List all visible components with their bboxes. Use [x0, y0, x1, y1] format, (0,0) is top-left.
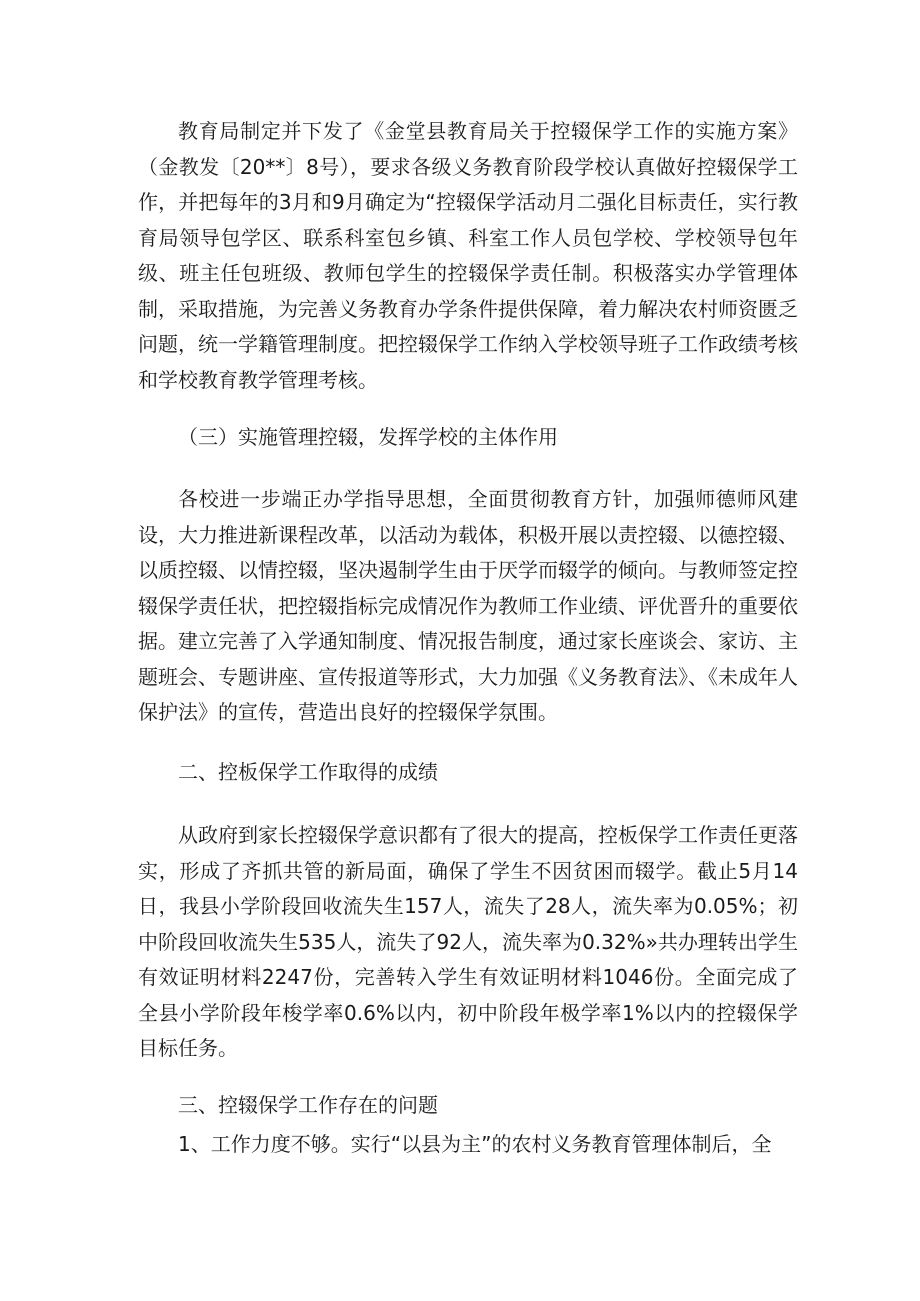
body-paragraph: 各校进一步端正办学指导思想，全面贯彻教育方针，加强师德师风建设，大力推进新课程改革，以活动为载体，积极开展以责控辍、以德控辍、以质控辍、以情控辍，坚决遏制学生由于厌学而辍学的倾向。与教师签定控辍保学责任状，把控辍指标完成情况作为教师工作业绩、评优晋升的重要依据。建立完善了入学通知制度、情况报告制度，通过家长座谈会、家访、主题班会、专题讲座、宣传报道等形式，大力加强《义务教育法》、《未成年人保护法》的宣传，营造出良好的控辍保学氛围。 [138, 487, 798, 724]
body-paragraph: 教育局制定并下发了《金堂县教育局关于控辍保学工作的实施方案》（金教发〔20**〕8号），要求各级义务教育阶段学校认真做好控辍保学工作，并把每年的3月和9月确定为“控辍保学活动月二强化目标责任，实行教育局领导包学区、联系科室包乡镇、科室工作人员包学校、学校领导包年级、班主任包班级、教师包学生的控辍保学责任制。积极落实办学管理体制，采取措施，为完善义务教育办学条件提供保障，着力解决农村师资匮乏问题，统一学籍管理制度。把控辍保学工作纳入学校领导班子工作政绩考核和学校教育教学管理考核。 [138, 119, 798, 392]
section-heading: 三、控辍保学工作存在的问题 [178, 1093, 438, 1117]
body-paragraph: 从政府到家长控辍保学意识都有了很大的提高，控板保学工作责任更落实，形成了齐抓共管的新局面，确保了学生不因贫困而辍学。截止5月14日，我县小学阶段回收流失生157人，流失了28人，流失率为0.05%；初中阶段回收流失生535人，流失了92人，流失率为0.32%»共办理转出学生有效证明材料2247份，完善转入学生有效证明材料1046份。全面完成了全县小学阶段年梭学率0.6%以内，初中阶段年极学率1%以内的控辍保学目标任务。 [138, 823, 798, 1060]
body-paragraph: 1、工作力度不够。实行“以县为主”的农村义务教育管理体制后，全 [178, 1132, 772, 1156]
section-heading: 二、控板保学工作取得的成绩 [178, 760, 438, 784]
section-heading: （三）实施管理控辍，发挥学校的主体作用 [178, 425, 558, 449]
